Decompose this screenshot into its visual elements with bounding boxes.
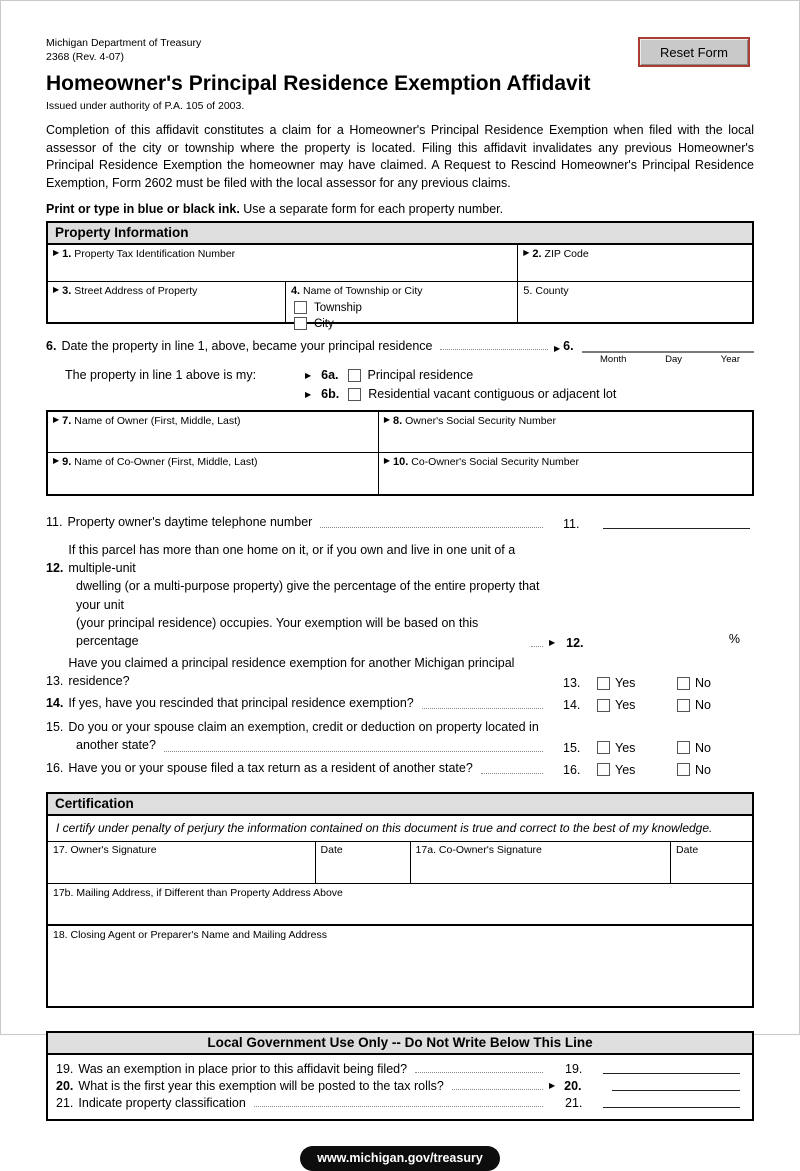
- field-2-number: 2.: [532, 248, 542, 260]
- answer-12-number: 12.: [566, 635, 584, 650]
- field-owner-ssn[interactable]: [379, 412, 752, 452]
- answer-21: [549, 1096, 742, 1110]
- option-6a-label: Principal residence: [367, 368, 474, 382]
- answer-6-block: [554, 339, 754, 365]
- arrow-icon: ▶: [53, 248, 60, 257]
- answer-20: [549, 1079, 742, 1093]
- option-6b-number: 6b.: [321, 387, 340, 401]
- question-14-number: 14.: [46, 696, 64, 711]
- form-number: 2368 (Rev. 4-07): [46, 50, 125, 63]
- question-11-number: 11.: [46, 515, 63, 529]
- arrow-icon: ▶: [549, 1080, 556, 1090]
- q16-yes-checkbox[interactable]: [597, 763, 610, 776]
- line6-sub-row: [46, 368, 754, 382]
- question-21-text: Indicate property classification: [78, 1095, 246, 1110]
- option-6b-label: Residential vacant contiguous or adjacent lot: [368, 387, 617, 401]
- no-label: No: [695, 676, 711, 691]
- local-government-section: [46, 1031, 754, 1121]
- question-19-text: Was an exemption in place prior to this affidavit being filed?: [78, 1061, 408, 1076]
- field-5-label: County: [535, 285, 569, 297]
- signature-row: [48, 841, 752, 883]
- q13-no-checkbox[interactable]: [677, 677, 690, 690]
- answer-20-line[interactable]: [612, 1079, 740, 1091]
- arrow-icon: ▶: [549, 637, 556, 647]
- yes-label: Yes: [615, 676, 636, 691]
- option-6a-number: 6a.: [321, 368, 339, 382]
- owner-info-table: [46, 410, 754, 496]
- day-label: Day: [665, 354, 683, 365]
- answer-15-number: 15.: [563, 740, 581, 755]
- answer-15: [549, 741, 754, 755]
- answer-11: [549, 517, 754, 531]
- year-label: Year: [720, 354, 740, 365]
- dotted-leader: [440, 349, 548, 350]
- question-20-number: 20.: [56, 1078, 74, 1093]
- field-closing-agent[interactable]: 18. Closing Agent or Preparer's Name and Mailing Address: [48, 924, 752, 1006]
- yes-label: Yes: [615, 698, 636, 713]
- field-property-tax-id[interactable]: [48, 245, 518, 281]
- question-14-text: If yes, have you rescinded that principal residence exemption?: [68, 696, 414, 711]
- field-owner-signature-date[interactable]: Date: [316, 842, 411, 883]
- answer-16-number: 16.: [563, 762, 581, 777]
- field-9-label: Name of Co-Owner (First, Middle, Last): [74, 456, 258, 468]
- q14-yes-checkbox[interactable]: [597, 699, 610, 712]
- no-label: No: [695, 762, 711, 777]
- print-instruction: [46, 202, 754, 216]
- yes-label: Yes: [615, 740, 636, 755]
- city-checkbox[interactable]: [294, 317, 307, 330]
- dotted-leader: [320, 527, 543, 528]
- field-1-number: 1.: [62, 248, 72, 260]
- page-title: Homeowner's Principal Residence Exemption Affidavit: [46, 72, 591, 95]
- dotted-leader: [415, 1072, 543, 1073]
- city-checkbox-label: City: [313, 318, 334, 330]
- field-3-label: Street Address of Property: [74, 285, 198, 297]
- page-footer: [46, 1146, 754, 1171]
- question-15-line2: another state?: [76, 738, 156, 753]
- field-4-number: 4.: [290, 285, 301, 297]
- date-entry-line[interactable]: [582, 339, 754, 353]
- field-2-label: ZIP Code: [544, 248, 589, 260]
- dotted-leader: [422, 708, 543, 709]
- question-6-number: 6.: [46, 339, 57, 353]
- arrow-icon: ▶: [53, 285, 60, 294]
- question-12-row: [46, 541, 754, 650]
- question-16-row: [46, 759, 754, 777]
- field-4-label: Name of Township or City: [303, 285, 423, 297]
- questions-block: [46, 513, 754, 777]
- field-7-label: Name of Owner (First, Middle, Last): [74, 415, 241, 427]
- field-8-label: Owner's Social Security Number: [405, 415, 556, 427]
- field-owner-name[interactable]: [48, 412, 379, 452]
- property-information-header: Property Information: [48, 223, 752, 245]
- arrow-icon: ▶: [383, 415, 391, 424]
- certification-header: Certification: [48, 794, 752, 816]
- field-mailing-address[interactable]: 17b. Mailing Address, if Different than Property Address Above: [48, 883, 752, 924]
- answer-14-number: 14.: [563, 698, 581, 713]
- arrow-icon: ▶: [53, 456, 60, 465]
- principal-residence-checkbox[interactable]: [348, 369, 361, 382]
- arrow-icon: ▶: [53, 415, 60, 424]
- field-3-number: 3.: [62, 285, 72, 297]
- question-12-line1: If this parcel has more than one home on it, or if you own and live in one unit of a multiple-unit: [68, 543, 516, 576]
- option-6b: [305, 387, 616, 401]
- question-12-number: 12.: [46, 561, 64, 576]
- township-city-checkboxes: [294, 300, 512, 332]
- q15-no-checkbox[interactable]: [677, 741, 690, 754]
- intro-paragraph: Completion of this affidavit constitutes a claim for a Homeowner's Principal Residence Exemption when filed with the local assessor of the city or township where the property is located. Filing this affidavit invalidates any previous Homeowner's Principal Residence Exemption the homeowner may have claimed. A Request to Rescind Homeowner's Principal Residence Exemption, Form 2602 must be filed with the local assessor for any previous claims.: [46, 123, 754, 190]
- yes-label: Yes: [615, 762, 636, 777]
- field-owner-signature[interactable]: 17. Owner's Signature: [48, 842, 316, 883]
- question-21-number: 21.: [56, 1095, 74, 1110]
- page-header: [46, 37, 754, 67]
- question-12-line3: (your principal residence) occupies. Your exemption will be based on this percentage: [76, 615, 479, 648]
- no-label: No: [695, 698, 711, 713]
- answer-6-number: 6.: [563, 339, 574, 353]
- q15-yes-checkbox[interactable]: [597, 741, 610, 754]
- field-5-number: 5.: [523, 285, 533, 297]
- township-checkbox-label: Township: [313, 302, 362, 314]
- field-co-owner-signature[interactable]: 17a. Co-Owner's Signature: [411, 842, 671, 883]
- question-20-text: What is the first year this exemption will be posted to the tax rolls?: [78, 1078, 444, 1093]
- arrow-icon: ▶: [383, 456, 391, 465]
- field-7-number: 7.: [62, 415, 72, 427]
- answer-13: [549, 676, 754, 690]
- field-9-number: 9.: [62, 456, 72, 468]
- no-label: No: [695, 740, 711, 755]
- question-16-number: 16.: [46, 760, 64, 775]
- question-15-line1: Do you or your spouse claim an exemption, credit or deduction on property located in: [68, 720, 539, 735]
- arrow-icon: ▶: [554, 344, 561, 353]
- question-19-row: [56, 1062, 742, 1076]
- agency-block: [46, 37, 201, 64]
- option-6a: [305, 368, 473, 382]
- answer-11-line[interactable]: [603, 517, 750, 529]
- question-13-row: [46, 654, 754, 690]
- answer-14: [549, 698, 754, 712]
- field-1-label: Property Tax Identification Number: [74, 248, 236, 260]
- question-20-row: [56, 1079, 742, 1093]
- township-checkbox[interactable]: [294, 301, 307, 314]
- answer-12: [549, 631, 754, 650]
- date-labels: [592, 354, 754, 365]
- field-co-owner-signature-date[interactable]: Date: [676, 843, 699, 856]
- answer-16: [549, 763, 754, 777]
- answer-19-line[interactable]: [603, 1062, 740, 1074]
- field-street-address[interactable]: [48, 282, 286, 322]
- q16-no-checkbox[interactable]: [677, 763, 690, 776]
- question-15-number: 15.: [46, 720, 64, 735]
- arrow-icon: ▶: [523, 248, 530, 257]
- question-6-text: Date the property in line 1, above, became your principal residence: [61, 339, 433, 353]
- reset-form-button[interactable]: Reset Form: [638, 37, 750, 67]
- question-14-row: [46, 694, 754, 712]
- line6-row-6b: [46, 387, 754, 401]
- dotted-leader: [531, 646, 543, 647]
- answer-20-number: 20.: [564, 1078, 582, 1093]
- q13-yes-checkbox[interactable]: [597, 677, 610, 690]
- answer-19: [549, 1062, 742, 1076]
- dotted-leader: [481, 773, 543, 774]
- field-township-or-city[interactable]: [286, 282, 518, 330]
- question-11-text: Property owner's daytime telephone number: [67, 515, 313, 529]
- answer-21-line[interactable]: [603, 1096, 740, 1108]
- local-government-header: Local Government Use Only -- Do Not Write Below This Line: [48, 1033, 752, 1055]
- arrow-icon: ▶: [305, 370, 312, 380]
- print-instruction-rest: Use a separate form for each property number.: [239, 202, 504, 216]
- certification-section: [46, 792, 754, 1008]
- field-co-owner-ssn[interactable]: [379, 453, 752, 494]
- question-6: [46, 339, 554, 353]
- treasury-url-badge[interactable]: www.michigan.gov/treasury: [300, 1146, 500, 1171]
- percent-sign: %: [728, 631, 740, 646]
- field-county[interactable]: [518, 282, 752, 322]
- field-10-number: 10.: [393, 456, 409, 468]
- question-12-line2: dwelling (or a multi-purpose property) give the percentage of the entire property that your unit: [76, 579, 540, 612]
- q14-no-checkbox[interactable]: [677, 699, 690, 712]
- answer-13-number: 13.: [563, 676, 581, 691]
- property-info-row-1: [48, 245, 752, 282]
- certification-statement: I certify under penalty of perjury the information contained on this document is true and correct to the best of my knowledge.: [56, 820, 713, 835]
- property-info-row-2: [48, 282, 752, 330]
- answer-21-number: 21.: [565, 1095, 583, 1110]
- question-19-number: 19.: [56, 1061, 74, 1076]
- answer-11-number: 11.: [563, 517, 580, 532]
- agency-name: Michigan Department of Treasury: [46, 37, 202, 49]
- dotted-leader: [452, 1089, 543, 1090]
- dotted-leader: [254, 1106, 543, 1107]
- question-11-row: [46, 513, 754, 531]
- line6-block: [46, 339, 754, 401]
- question-13-number: 13.: [46, 674, 64, 688]
- month-label: Month: [600, 354, 627, 365]
- arrow-icon: ▶: [305, 389, 312, 399]
- question-21-row: [56, 1096, 742, 1110]
- question-15-row: [46, 718, 754, 754]
- vacant-lot-checkbox[interactable]: [348, 388, 361, 401]
- field-zip-code[interactable]: [518, 245, 752, 281]
- question-13-text: Have you claimed a principal residence exemption for another Michigan principal residence?: [68, 655, 515, 688]
- question-16-text: Have you or your spouse filed a tax return as a resident of another state?: [68, 760, 473, 775]
- answer-19-number: 19.: [565, 1061, 583, 1076]
- field-8-number: 8.: [393, 415, 403, 427]
- field-10-label: Co-Owner's Social Security Number: [411, 456, 579, 468]
- question-6-subtext: The property in line 1 above is my:: [65, 368, 257, 382]
- authority-note: Issued under authority of P.A. 105 of 2003.: [46, 100, 245, 112]
- property-information-section: [46, 221, 754, 330]
- print-instruction-bold: Print or type in blue or black ink.: [46, 202, 240, 216]
- dotted-leader: [164, 751, 543, 752]
- field-co-owner-name[interactable]: [48, 453, 379, 494]
